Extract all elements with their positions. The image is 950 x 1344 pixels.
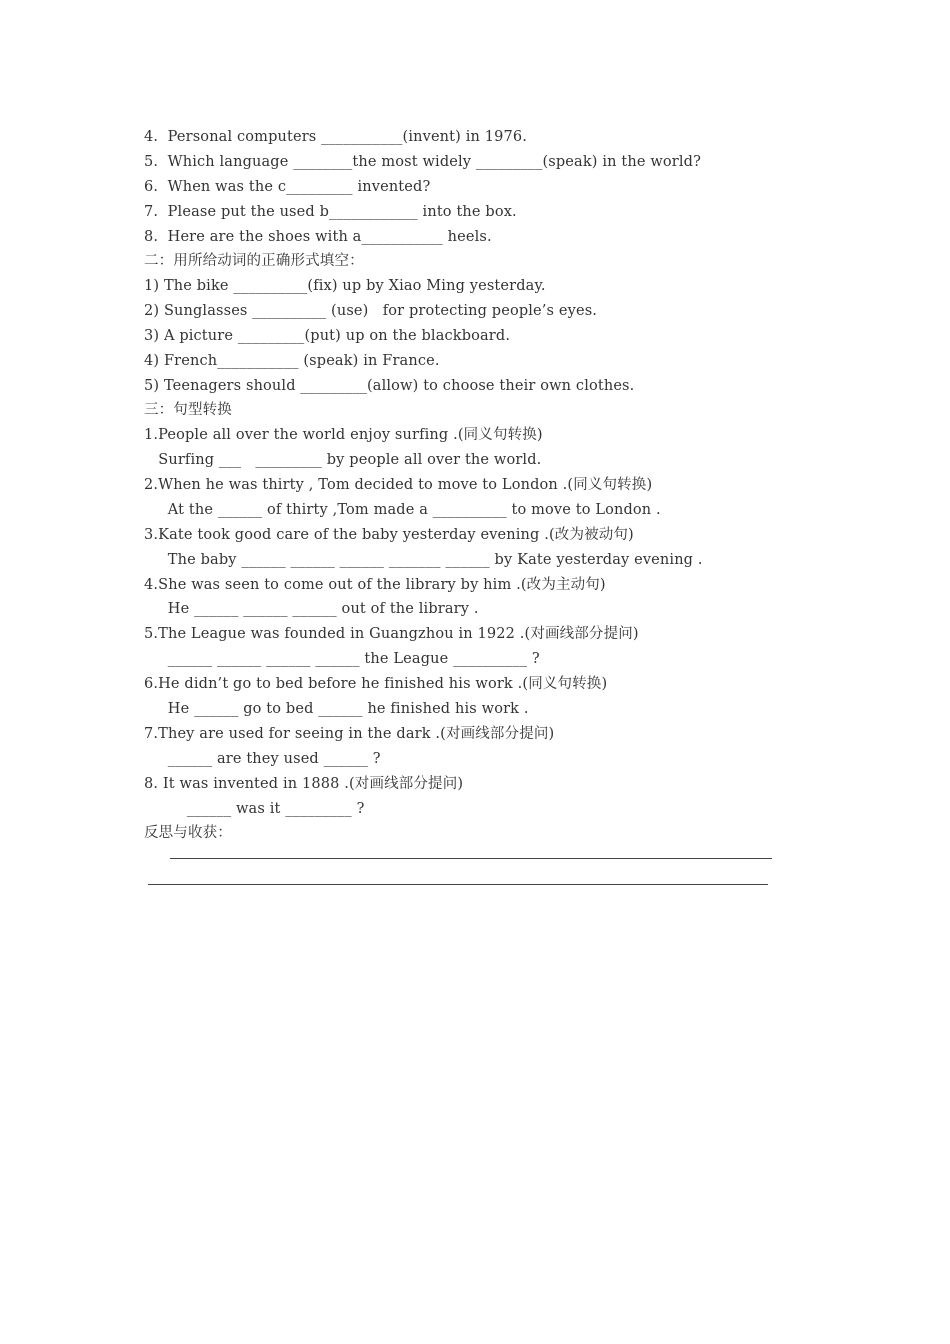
- transform-answer-4: He ______ ______ ______ out of the library .: [144, 601, 479, 617]
- transform-item-4: 4.She was seen to come out of the library by him .(改为主动句): [144, 577, 606, 593]
- reflection-answer-line-2: [148, 884, 768, 885]
- verb-item-4: 4) French___________ (speak) in France.: [144, 353, 440, 369]
- transform-answer-3: The baby ______ ______ ______ _______ ______ by Kate yesterday evening .: [144, 552, 703, 568]
- transform-item-8: 8. It was invented in 1888 .(对画线部分提问): [144, 776, 464, 792]
- transform-item-3: 3.Kate took good care of the baby yesterday evening .(改为被动句): [144, 527, 634, 543]
- transform-item-1: 1.People all over the world enjoy surfing .(同义句转换): [144, 427, 543, 443]
- verb-item-5: 5) Teenagers should _________(allow) to choose their own clothes.: [144, 378, 635, 394]
- reflection-answer-line-1: [170, 858, 772, 859]
- transform-answer-1: Surfing ___ _________ by people all over the world.: [144, 452, 542, 468]
- vocab-item-5: 5. Which language ________the most widely _________(speak) in the world?: [144, 154, 701, 170]
- transform-answer-5: ______ ______ ______ ______ the League __________ ?: [144, 651, 540, 667]
- verb-item-1: 1) The bike __________(fix) up by Xiao Ming yesterday.: [144, 278, 546, 294]
- transform-item-5: 5.The League was founded in Guangzhou in 1922 .(对画线部分提问): [144, 626, 639, 642]
- transform-answer-6: He ______ go to bed ______ he finished his work .: [144, 701, 529, 717]
- section-3-heading: 三：句型转换: [144, 402, 232, 418]
- section-2-heading: 二：用所给动词的正确形式填空：: [144, 253, 364, 269]
- vocab-item-8: 8. Here are the shoes with a___________ heels.: [144, 229, 492, 245]
- vocab-item-6: 6. When was the c_________ invented?: [144, 179, 431, 195]
- transform-item-7: 7.They are used for seeing in the dark .(对画线部分提问): [144, 726, 555, 742]
- transform-answer-8: ______ was it _________ ?: [144, 801, 365, 817]
- reflection-heading: 反思与收获：: [144, 825, 232, 841]
- verb-item-2: 2) Sunglasses __________ (use) for protecting people’s eyes.: [144, 303, 598, 319]
- verb-item-3: 3) A picture _________(put) up on the blackboard.: [144, 328, 511, 344]
- vocab-item-4: 4. Personal computers ___________(invent) in 1976.: [144, 129, 528, 145]
- transform-item-6: 6.He didn’t go to bed before he finished his work .(同义句转换): [144, 676, 608, 692]
- vocab-item-7: 7. Please put the used b____________ into the box.: [144, 204, 517, 220]
- transform-answer-2: At the ______ of thirty ,Tom made a __________ to move to London .: [144, 502, 661, 518]
- transform-answer-7: ______ are they used ______ ?: [144, 751, 381, 767]
- transform-item-2: 2.When he was thirty , Tom decided to move to London .(同义句转换): [144, 477, 653, 493]
